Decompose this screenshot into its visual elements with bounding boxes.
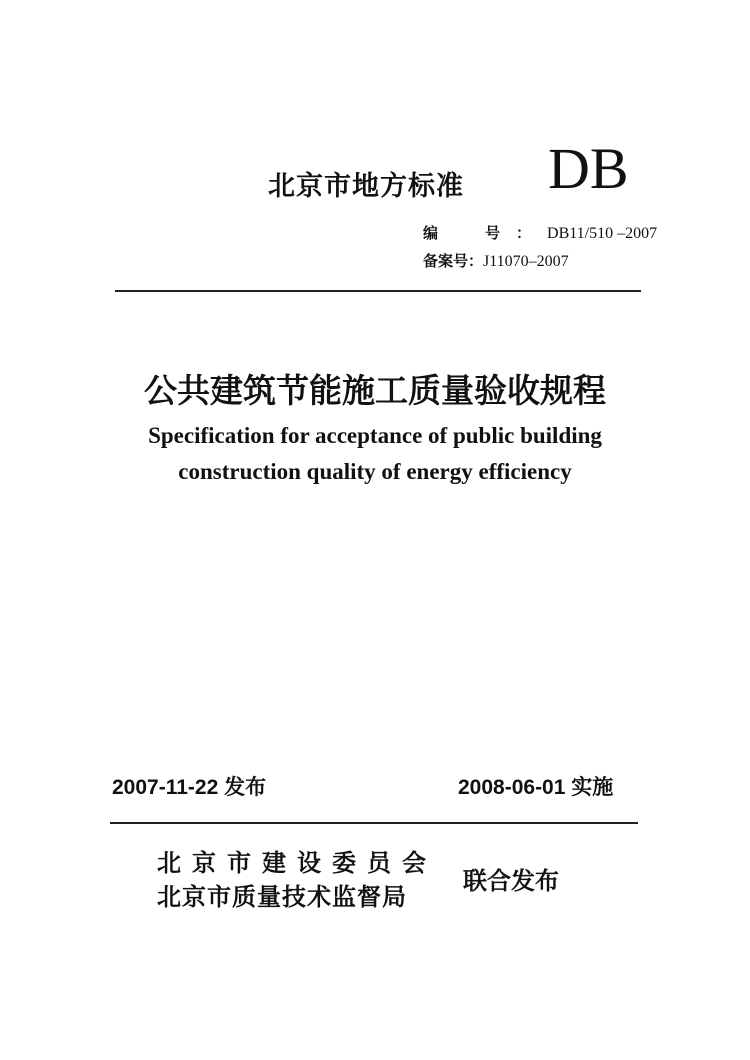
standard-code-value: DB11/510 –2007 <box>547 225 658 242</box>
bottom-divider <box>110 822 638 824</box>
title-chinese: 公共建筑节能施工质量验收规程 <box>144 371 606 410</box>
issue-date: 2007-11-22 发布 <box>112 776 267 799</box>
issuer-quality-supervision-bureau: 北京市质量技术监督局 <box>157 883 407 911</box>
title-english-line-1: Specification for acceptance of public building <box>148 423 602 448</box>
db-logo: DB <box>548 136 629 201</box>
issuer-construction-commission: 北京市建设委员会 <box>157 849 437 877</box>
record-number-label: 备案号： <box>423 252 484 270</box>
standard-code-label: 编 号： <box>423 224 548 242</box>
title-english-line-2: construction quality of energy efficiency <box>178 459 572 484</box>
joint-release-label: 联合发布 <box>463 867 559 895</box>
record-number-value: J11070–2007 <box>483 253 569 270</box>
implementation-date: 2008-06-01 实施 <box>458 776 614 799</box>
standard-code-row <box>423 222 657 243</box>
record-number-row <box>423 250 569 271</box>
top-divider <box>115 290 641 292</box>
standard-type-label: 北京市地方标准 <box>268 171 464 202</box>
